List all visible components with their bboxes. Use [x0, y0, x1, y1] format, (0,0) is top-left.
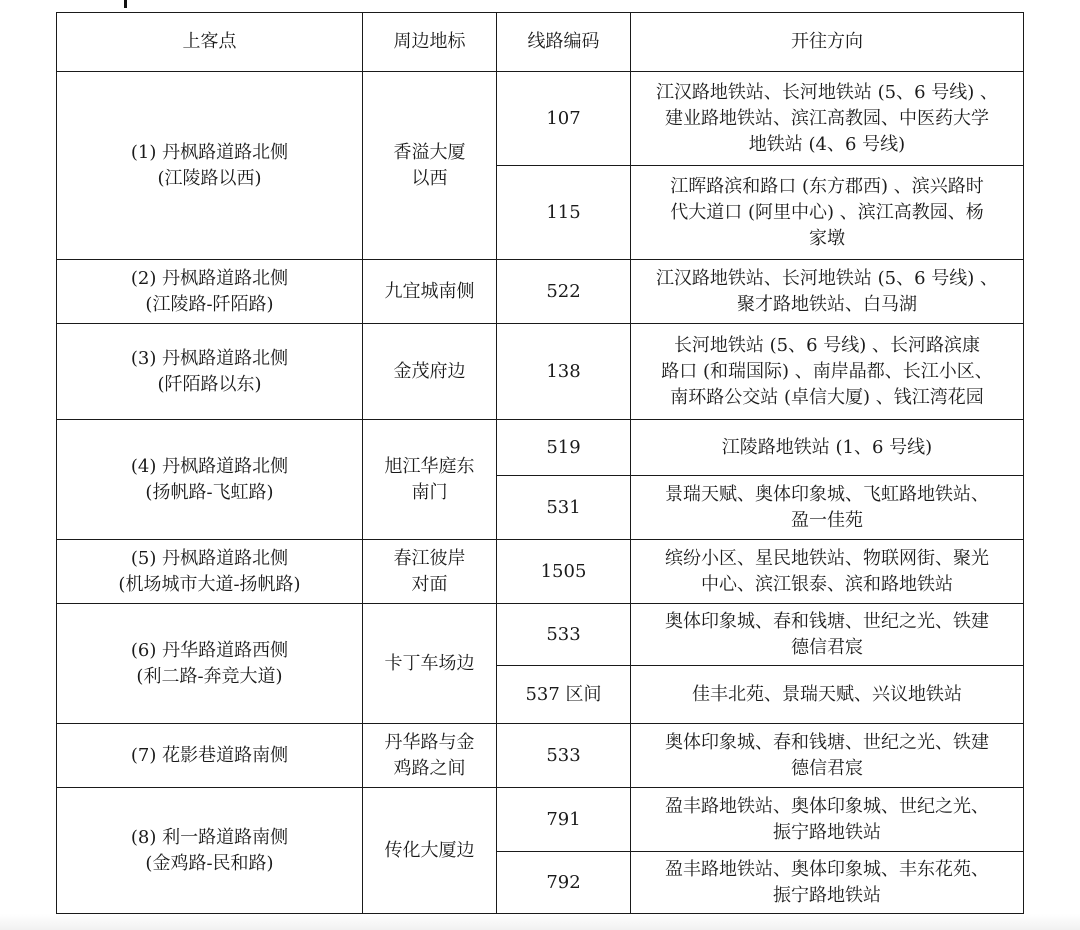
table-row — [57, 324, 1024, 420]
direction-cell: 盈丰路地铁站、奥体印象城、丰东花苑、 振宁路地铁站 — [631, 852, 1024, 914]
pickup-point-cell: (3) 丹枫路道路北侧 (阡陌路以东) — [57, 324, 363, 420]
direction-cell: 江晖路滨和路口 (东方郡西) 、滨兴路时 代大道口 (阿里中心) 、滨江高教园、杨 家墩 — [631, 166, 1024, 260]
landmark-cell: 春江彼岸 对面 — [363, 540, 497, 604]
pickup-point-cell: (2) 丹枫路道路北侧 (江陵路-阡陌路) — [57, 260, 363, 324]
table-row — [57, 72, 1024, 166]
landmark-cell: 香溢大厦 以西 — [363, 72, 497, 260]
landmark-cell: 卡丁车场边 — [363, 604, 497, 724]
pickup-point-cell: (8) 利一路道路南侧 (金鸡路-民和路) — [57, 788, 363, 914]
route-code-cell: 533 — [497, 604, 631, 666]
table-row — [57, 540, 1024, 604]
direction-cell: 江陵路地铁站 (1、6 号线) — [631, 420, 1024, 476]
bus-route-table — [56, 12, 1024, 914]
direction-cell: 缤纷小区、星民地铁站、物联网街、聚光 中心、滨江银泰、滨和路地铁站 — [631, 540, 1024, 604]
route-code-cell: 1505 — [497, 540, 631, 604]
landmark-cell: 传化大厦边 — [363, 788, 497, 914]
direction-cell: 景瑞天赋、奥体印象城、飞虹路地铁站、 盈一佳苑 — [631, 476, 1024, 540]
direction-cell: 奥体印象城、春和钱塘、世纪之光、铁建 德信君宸 — [631, 604, 1024, 666]
route-code-cell: 107 — [497, 72, 631, 166]
landmark-cell: 金茂府边 — [363, 324, 497, 420]
direction-cell: 盈丰路地铁站、奥体印象城、世纪之光、 振宁路地铁站 — [631, 788, 1024, 852]
pickup-point-cell: (7) 花影巷道路南侧 — [57, 724, 363, 788]
bottom-edge-shade — [0, 914, 1080, 930]
landmark-cell: 旭江华庭东 南门 — [363, 420, 497, 540]
table-row — [57, 724, 1024, 788]
route-code-cell: 522 — [497, 260, 631, 324]
direction-cell: 江汉路地铁站、长河地铁站 (5、6 号线) 、 聚才路地铁站、白马湖 — [631, 260, 1024, 324]
header-direction: 开往方向 — [631, 13, 1024, 72]
direction-cell: 江汉路地铁站、长河地铁站 (5、6 号线) 、 建业路地铁站、滨江高教园、中医药大学 地铁站 (4、6 号线) — [631, 72, 1024, 166]
route-code-cell: 791 — [497, 788, 631, 852]
table-row — [57, 788, 1024, 852]
route-code-cell: 519 — [497, 420, 631, 476]
direction-cell: 奥体印象城、春和钱塘、世纪之光、铁建 德信君宸 — [631, 724, 1024, 788]
table-row — [57, 260, 1024, 324]
route-code-cell: 537 区间 — [497, 666, 631, 724]
route-code-cell: 792 — [497, 852, 631, 914]
direction-cell: 长河地铁站 (5、6 号线) 、长河路滨康 路口 (和瑞国际) 、南岸晶都、长江小区、 南环路公交站 (卓信大厦) 、钱江湾花园 — [631, 324, 1024, 420]
route-code-cell: 533 — [497, 724, 631, 788]
header-landmark: 周边地标 — [363, 13, 497, 72]
direction-cell: 佳丰北苑、景瑞天赋、兴议地铁站 — [631, 666, 1024, 724]
header-route-code: 线路编码 — [497, 13, 631, 72]
table-row — [57, 604, 1024, 666]
top-edge-mark — [124, 0, 127, 8]
pickup-point-cell: (1) 丹枫路道路北侧 (江陵路以西) — [57, 72, 363, 260]
header-row — [57, 13, 1024, 72]
pickup-point-cell: (5) 丹枫路道路北侧 (机场城市大道-扬帆路) — [57, 540, 363, 604]
landmark-cell: 丹华路与金 鸡路之间 — [363, 724, 497, 788]
route-code-cell: 115 — [497, 166, 631, 260]
header-pickup-point: 上客点 — [57, 13, 363, 72]
pickup-point-cell: (6) 丹华路道路西侧 (利二路-奔竞大道) — [57, 604, 363, 724]
route-code-cell: 531 — [497, 476, 631, 540]
pickup-point-cell: (4) 丹枫路道路北侧 (扬帆路-飞虹路) — [57, 420, 363, 540]
table-row — [57, 420, 1024, 476]
route-code-cell: 138 — [497, 324, 631, 420]
landmark-cell: 九宜城南侧 — [363, 260, 497, 324]
